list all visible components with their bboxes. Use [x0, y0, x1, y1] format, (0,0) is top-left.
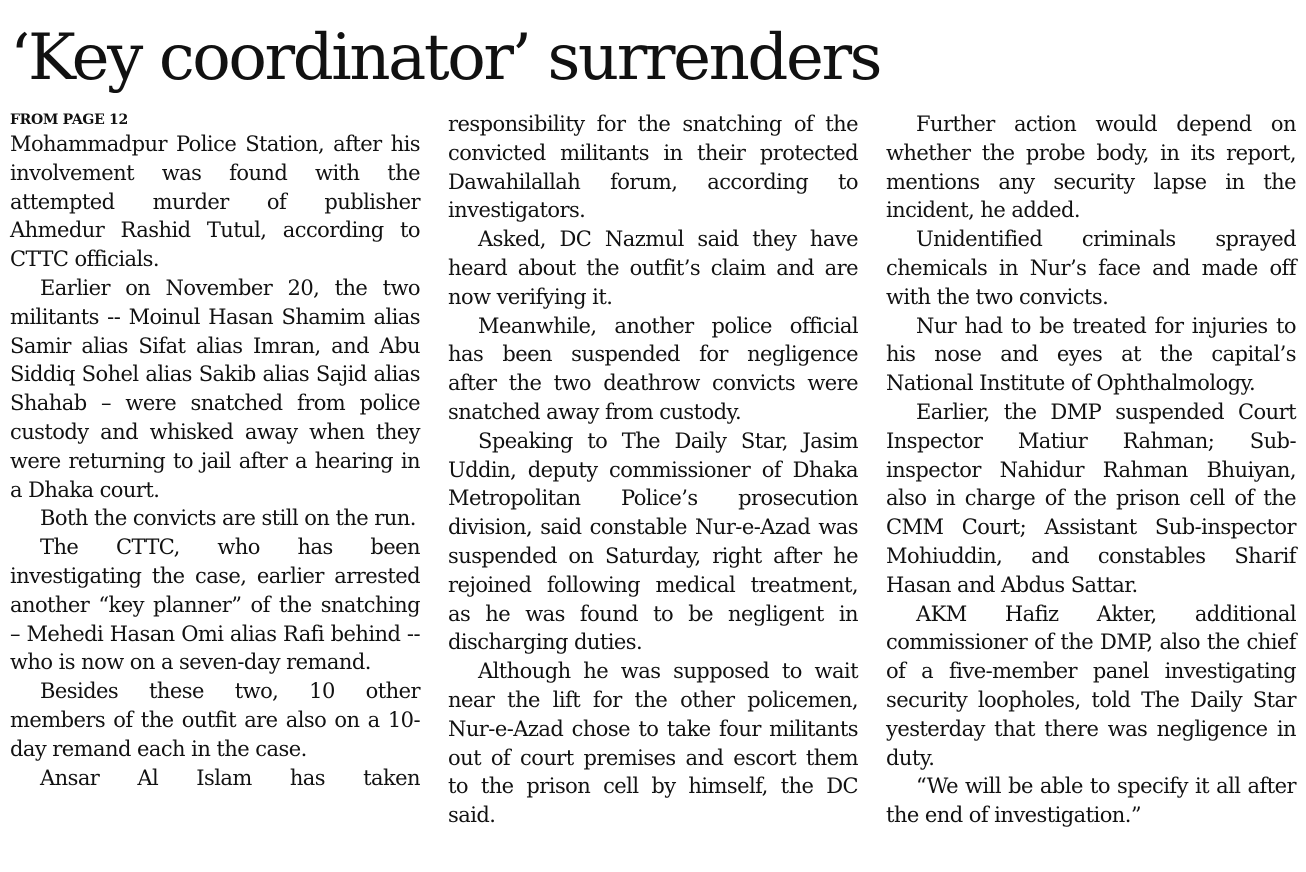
paragraph: Both the convicts are still on the run.	[40, 506, 416, 531]
paragraph: Meanwhile, another police official has been suspended for negligence after the two deathrow convicts were snatched away from custody.	[448, 313, 858, 424]
paragraph: The CTTC, who has been investigating the case, earlier arrested another “key planner” of the snatching – Mehedi Hasan Omi alias Rafi behind -- who is now on a seven-day remand.	[10, 535, 420, 675]
paragraph: Besides these two, 10 other members of the outfit are also on a 10-day remand each in the case.	[10, 679, 420, 761]
article-column-2	[448, 110, 858, 830]
paragraph: AKM Hafiz Akter, additional commissioner of the DMP, also the chief of a five-member panel investigating security loopholes, told The Daily Star yesterday that there was negligence in duty.	[886, 601, 1296, 770]
paragraph: “We will be able to specify it all after the end of investigation.”	[886, 774, 1296, 828]
headline: ‘Key coordinator’ surrenders	[10, 21, 881, 95]
paragraph: Ansar Al Islam has taken	[40, 765, 420, 790]
paragraph: responsibility for the snatching of the convicted militants in their protected Dawahilallah forum, according to investigators.	[448, 112, 858, 223]
article-column-3	[886, 110, 1296, 830]
paragraph: Speaking to The Daily Star, Jasim Uddin, deputy commissioner of Dhaka Metropolitan Police’s prosecution division, said constable Nur-e-Azad was suspended on Saturday, right after he rejoined following medical treatment, as he was found to be negligent in discharging duties.	[448, 428, 858, 655]
article-column-1	[10, 110, 420, 792]
paragraph: Earlier on November 20, the two militants -- Moinul Hasan Shamim alias Samir alias Sifat alias Imran, and Abu Siddiq Sohel alias Sakib alias Sajid alias Shahab – were snatched from police custody and whisked away when they were returning to jail after a hearing in a Dhaka court.	[10, 275, 420, 502]
paragraph: Nur had to be treated for injuries to his nose and eyes at the capital’s National Institute of Ophthalmology.	[886, 313, 1296, 396]
paragraph: Further action would depend on whether the probe body, in its report, mentions any security lapse in the incident, he added.	[886, 112, 1296, 223]
paragraph: Although he was supposed to wait near the lift for the other policemen, Nur-e-Azad chose to take four militants out of court premises and escort them to the prison cell by himself, the DC said.	[448, 659, 858, 828]
continued-from-label: FROM PAGE 12	[10, 112, 128, 128]
paragraph: Unidentified criminals sprayed chemicals in Nur’s face and made off with the two convicts.	[886, 227, 1296, 309]
paragraph: Earlier, the DMP suspended Court Inspector Matiur Rahman; Sub-inspector Nahidur Rahman Bhuiyan, also in charge of the prison cell of the CMM Court; Assistant Sub-inspector Mohiuddin, and constables Sharif Hasan and Abdus Sattar.	[886, 399, 1296, 597]
paragraph: Asked, DC Nazmul said they have heard about the outfit’s claim and are now verifying it.	[448, 227, 858, 309]
paragraph: Mohammadpur Police Station, after his involvement was found with the attempted murder of publisher Ahmedur Rashid Tutul, according to CTTC officials.	[10, 132, 420, 272]
